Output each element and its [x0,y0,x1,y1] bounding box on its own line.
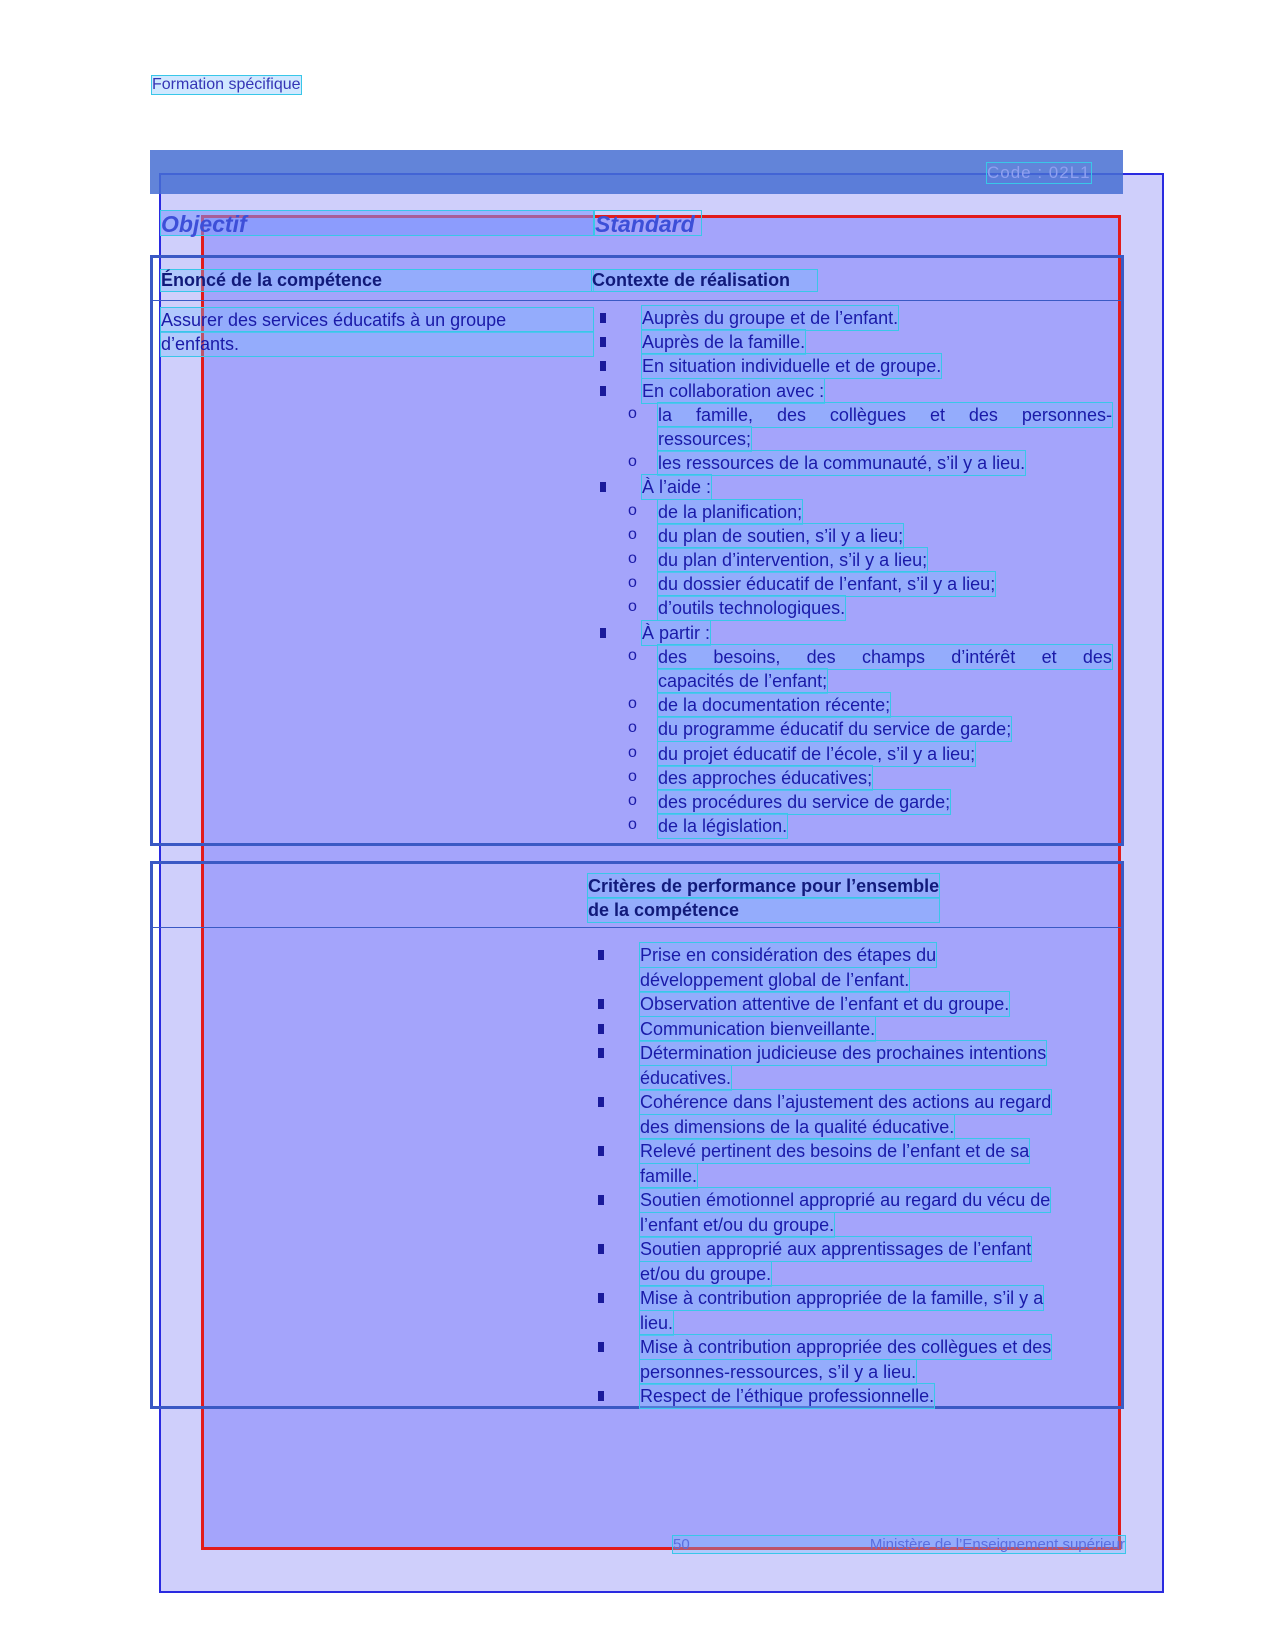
section1-header-rule [150,300,1124,301]
sub-bullet-marker: o [628,695,637,713]
objectif-heading: Objectif [161,211,247,237]
criteria-section [150,861,1124,1409]
bullet-marker [598,1342,604,1352]
context-subitem: de la législation. [658,816,788,837]
enonce-header: Énoncé de la compétence [161,270,593,291]
context-subitem: du dossier éducatif de l’enfant, s’il y a lieu; [658,574,996,595]
criterion-line: famille. [640,1165,698,1186]
context-item: À l’aide : [642,477,712,498]
context-subitem [658,645,1112,669]
context-subitem-continuation: ressources; [658,429,752,449]
criterion-line: Respect de l’éthique professionnelle. [640,1386,935,1406]
objectif-heading-box [161,211,593,235]
bullet-marker [598,1244,604,1254]
context-subitem: du plan de soutien, s’il y a lieu; [658,525,904,546]
criteria-header-line: de la compétence [588,898,939,922]
word: personnes- [1021,404,1112,425]
context-subitem: de la documentation récente; [658,695,891,716]
bullet-marker [600,313,606,323]
context-subitem-continuation: capacités de l’enfant; [658,671,828,691]
sub-bullet-marker: o [628,453,637,471]
sub-bullet-marker: o [628,816,637,834]
criterion-line: Cohérence dans l’ajustement des actions au regard [640,1092,1052,1112]
word: des [1082,646,1112,667]
section2-header-rule [150,927,1124,928]
bullet-marker [600,361,606,371]
standard-heading-box [595,211,701,235]
bullet-marker [598,1024,604,1034]
bullet-marker [598,1391,604,1401]
context-subitem: de la planification; [658,501,803,522]
context-item: Auprès du groupe et de l’enfant. [642,308,899,328]
context-item: À partir : [642,622,711,643]
criterion-line: Mise à contribution appropriée de la famille, s’il y a [640,1288,1044,1308]
sub-bullet-marker: o [628,646,637,664]
criteria-header-line: Critères de performance pour l’ensemble [588,876,940,896]
word: la [658,404,673,425]
sub-bullet-marker: o [628,574,637,592]
word: besoins, [713,646,781,667]
bullet-marker [598,950,604,960]
bullet-marker [600,482,606,492]
sub-bullet-marker: o [628,550,637,567]
sub-bullet-marker: o [628,525,637,543]
criterion-line: Détermination judicieuse des prochaines intentions [640,1043,1047,1063]
word: des [806,646,836,667]
competence-statement [161,308,593,356]
bullet-marker [598,1195,604,1205]
program-code: Code : 02L1 [987,163,1091,182]
bullet-marker [600,386,606,396]
sub-bullet-marker: o [628,719,637,737]
criterion-line: et/ou du groupe. [640,1263,772,1284]
sub-bullet-marker: o [628,501,637,519]
criterion-line: Soutien émotionnel approprié au regard du vécu de [640,1190,1051,1210]
sub-bullet-marker: o [628,743,637,761]
ministry-name: Ministère de l’Enseignement supérieur [869,1536,1125,1553]
bullet-marker [598,1293,604,1303]
bullet-marker [600,628,606,638]
word: champs [861,646,925,667]
criterion-line: l’enfant et/ou du groupe. [640,1214,835,1235]
word: et [1041,646,1057,667]
page-footer [673,1536,1125,1553]
context-subitem: des approches éducatives; [658,767,873,788]
criterion-line: Relevé pertinent des besoins de l’enfant et de sa [640,1141,1030,1161]
criterion-line: des dimensions de la qualité éducative. [640,1116,955,1137]
document-section-label: Formation spécifique [152,76,301,93]
bullet-marker [600,337,606,347]
sub-bullet-marker: o [628,598,637,616]
sub-bullet-marker: o [628,792,637,809]
word: des [658,646,688,667]
criterion-line: Soutien approprié aux apprentissages de l’enfant [640,1239,1032,1259]
criterion-line: lieu. [640,1312,674,1333]
word: des [776,404,806,425]
criteria-header [588,874,939,922]
bullet-marker [598,1097,604,1107]
context-subitem: d’outils technologiques. [658,598,846,619]
word: d’intérêt [951,646,1016,667]
page-number: 50 [673,1536,690,1553]
criterion-line: Mise à contribution appropriée des collègues et des [640,1337,1052,1357]
word: des [968,404,998,425]
context-subitem: du plan d’intervention, s’il y a lieu; [658,550,928,570]
criterion-line: Prise en considération des étapes du [640,945,937,965]
criterion-line: développement global de l’enfant. [640,969,910,990]
context-subitem: du programme éducatif du service de garde; [658,719,1012,740]
context-item: En collaboration avec : [642,380,825,401]
criterion-line: Observation attentive de l’enfant et du groupe. [640,994,1010,1014]
criterion-line: personnes-ressources, s’il y a lieu. [640,1361,917,1382]
contexte-header: Contexte de réalisation [592,270,817,291]
sub-bullet-marker: o [628,767,637,785]
context-subitem: du projet éducatif de l’école, s’il y a lieu; [658,743,976,764]
context-subitem: des procédures du service de garde; [658,792,951,812]
context-subitem: les ressources de la communauté, s’il y a lieu. [658,453,1026,474]
criterion-line: Communication bienveillante. [640,1018,876,1039]
context-subitem [658,403,1112,427]
bullet-marker [598,1048,604,1058]
word: et [929,404,945,425]
word: collègues [829,404,906,425]
context-item: Auprès de la famille. [642,332,806,353]
standard-heading: Standard [595,211,695,237]
sub-bullet-marker: o [628,404,637,422]
bullet-marker [598,1146,604,1156]
competence-line: Assurer des services éducatifs à un groupe [161,308,593,332]
criterion-line: éducatives. [640,1067,732,1088]
bullet-marker [598,999,604,1009]
header-band [150,150,1123,194]
word: famille, [695,404,753,425]
competence-line: d’enfants. [161,332,593,356]
context-item: En situation individuelle et de groupe. [642,356,942,377]
